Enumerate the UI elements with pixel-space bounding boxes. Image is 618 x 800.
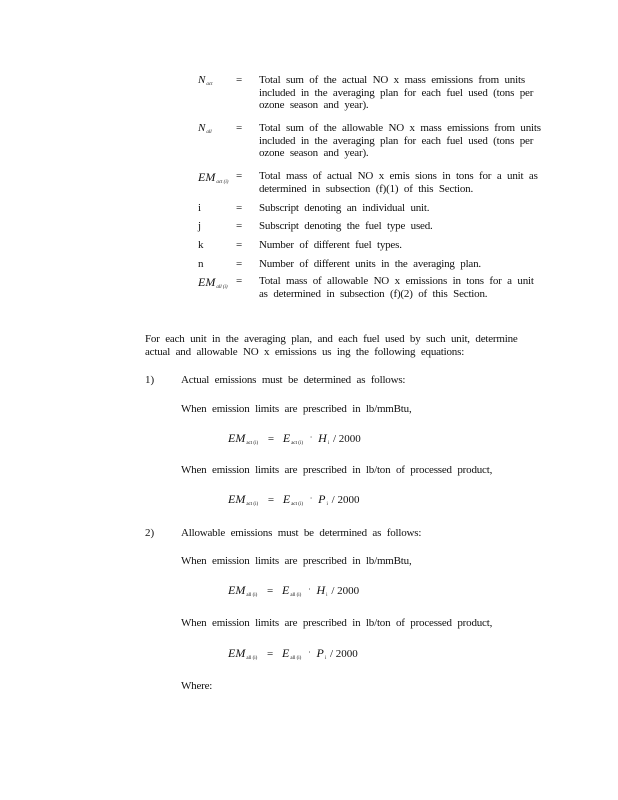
definition-symbol: i bbox=[198, 202, 202, 214]
equals-sign: = bbox=[236, 275, 243, 287]
definition-text: Number of different units in the averaging plan. bbox=[259, 258, 481, 270]
definition-symbol: $EM_{all (i)}$ bbox=[198, 275, 228, 290]
definition-symbol: $N_{all}$ bbox=[198, 122, 212, 135]
case-condition: When emission limits are prescribed in lb/mmBtu, bbox=[181, 555, 412, 567]
definition-symbol: $N_{act}$ bbox=[198, 74, 213, 87]
item-statement: Allowable emissions must be determined as follows: bbox=[181, 527, 422, 539]
equation: $EM_{act (i)} = E_{act (i)} \cdot H_i / 2000$ bbox=[228, 431, 361, 446]
definition-symbol: k bbox=[198, 239, 204, 251]
definition-symbol: $EM_{act (i)}$ bbox=[198, 170, 229, 185]
definition-symbol: n bbox=[198, 258, 204, 270]
equals-sign: = bbox=[236, 170, 243, 182]
definition-text: Number of different fuel types. bbox=[259, 239, 402, 251]
where-label: Where: bbox=[181, 680, 213, 692]
definition-text: Total mass of allowable NO x emissions in tons for a unit as determined in subsection (f)(2) of this Section. bbox=[259, 275, 534, 300]
equals-sign: = bbox=[236, 202, 243, 214]
equals-sign: = bbox=[236, 122, 243, 134]
equation: $EM_{act (i)} = E_{act (i)} \cdot P_i / 2000$ bbox=[228, 492, 360, 507]
case-condition: When emission limits are prescribed in lb/ton of processed product, bbox=[181, 464, 493, 476]
definition-text: Total sum of the allowable NO x mass emissions from units included in the averaging plan for each fuel used (tons per ozone season and year). bbox=[259, 122, 541, 159]
definition-text: Total sum of the actual NO x mass emissions from units included in the averaging plan for each fuel used (tons per ozone season and year). bbox=[259, 74, 534, 111]
definition-text: Total mass of actual NO x emis sions in tons for a unit as determined in subsection (f)(1) of this Section. bbox=[259, 170, 538, 195]
equals-sign: = bbox=[236, 239, 243, 251]
definition-text: Subscript denoting an individual unit. bbox=[259, 202, 430, 214]
case-condition: When emission limits are prescribed in lb/mmBtu, bbox=[181, 403, 412, 415]
equals-sign: = bbox=[236, 220, 243, 232]
item-number: 1) bbox=[145, 374, 155, 386]
item-number: 2) bbox=[145, 527, 155, 539]
intro-paragraph: For each unit in the averaging plan, and each fuel used by such unit, determine actual and allowable NO x emissions us ing the following equations: bbox=[145, 333, 518, 358]
case-condition: When emission limits are prescribed in lb/ton of processed product, bbox=[181, 617, 493, 629]
definition-text: Subscript denoting the fuel type used. bbox=[259, 220, 433, 232]
equation: $EM_{all (i)} = E_{all (i)} \cdot P_i / 2000$ bbox=[228, 646, 358, 661]
equation: $EM_{all (i)} = E_{all (i)} \cdot H_i / 2000$ bbox=[228, 583, 360, 598]
equals-sign: = bbox=[236, 74, 243, 86]
definition-symbol: j bbox=[198, 220, 202, 232]
item-statement: Actual emissions must be determined as follows: bbox=[181, 374, 406, 386]
equals-sign: = bbox=[236, 258, 243, 270]
